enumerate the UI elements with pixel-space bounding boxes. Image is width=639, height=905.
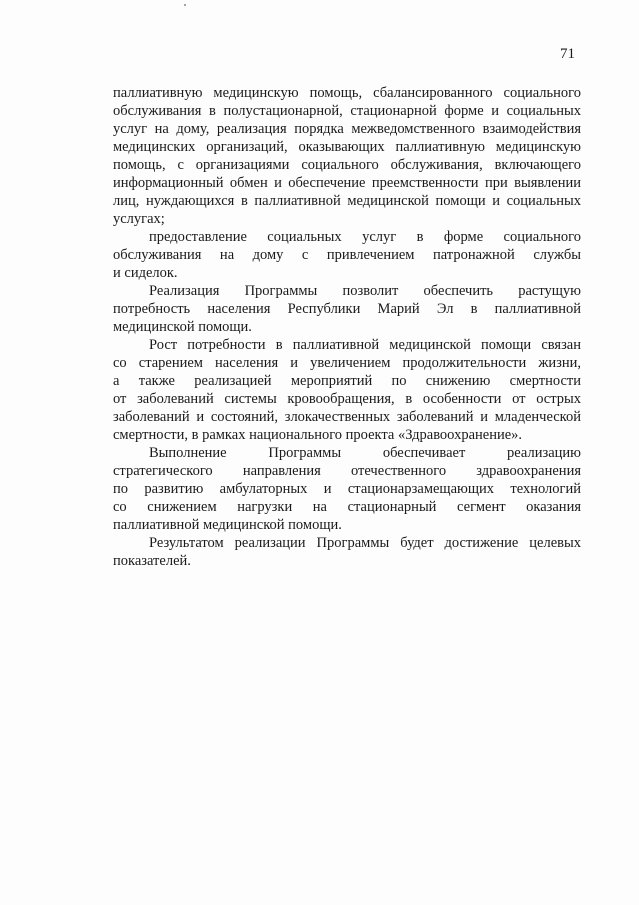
text-line: медицинских организаций, оказывающих паллиативную медицинскую — [113, 139, 581, 155]
text-line: смертности, в рамках национального проекта «Здравоохранение». — [113, 427, 523, 443]
text-line: медицинской помощи. — [113, 319, 252, 335]
text-line: от заболеваний системы кровообращения, в особенности от острых — [113, 391, 581, 407]
text-line: Рост потребности в паллиативной медицинской помощи связан — [149, 337, 581, 353]
text-line: обслуживания на дому с привлечением патронажной службы — [113, 247, 581, 263]
page-number: 71 — [560, 46, 575, 62]
text-line: паллиативной медицинской помощи. — [113, 517, 342, 533]
text-line: Результатом реализации Программы будет достижение целевых — [149, 535, 581, 551]
text-line: потребность населения Республики Марий Эл в паллиативной — [113, 301, 581, 317]
paragraph-3 — [113, 282, 581, 336]
scan-speck — [184, 4, 186, 6]
text-line: по развитию амбулаторных и стационарзамещающих технологий — [113, 481, 581, 497]
document-body — [113, 84, 581, 570]
text-line: помощь, с организациями социального обслуживания, включающего — [113, 157, 581, 173]
text-line: Реализация Программы позволит обеспечить растущую — [149, 283, 581, 299]
paragraph-6 — [113, 534, 581, 570]
text-line: стратегического направления отечественного здравоохранения — [113, 463, 581, 479]
text-line: информационный обмен и обеспечение преемственности при выявлении — [113, 175, 581, 191]
paragraph-2 — [113, 228, 581, 282]
text-line: со старением населения и увеличением продолжительности жизни, — [113, 355, 581, 371]
text-line: услугах; — [113, 211, 165, 227]
paragraph-4 — [113, 336, 581, 444]
text-line: со снижением нагрузки на стационарный сегмент оказания — [113, 499, 581, 515]
text-line: предоставление социальных услуг в форме социального — [149, 229, 581, 245]
paragraph-1 — [113, 84, 581, 228]
text-line: показателей. — [113, 553, 191, 569]
text-line: заболеваний и состояний, злокачественных заболеваний и младенческой — [113, 409, 581, 425]
text-line: Выполнение Программы обеспечивает реализацию — [149, 445, 581, 461]
text-line: лиц, нуждающихся в паллиативной медицинской помощи и социальных — [113, 193, 581, 209]
text-line: обслуживания в полустационарной, стационарной форме и социальных — [113, 103, 581, 119]
text-line: и сиделок. — [113, 265, 178, 281]
paragraph-5 — [113, 444, 581, 534]
text-line: а также реализацией мероприятий по снижению смертности — [113, 373, 581, 389]
text-line: услуг на дому, реализация порядка межведомственного взаимодействия — [113, 121, 581, 137]
text-line: паллиативную медицинскую помощь, сбалансированного социального — [113, 85, 581, 101]
